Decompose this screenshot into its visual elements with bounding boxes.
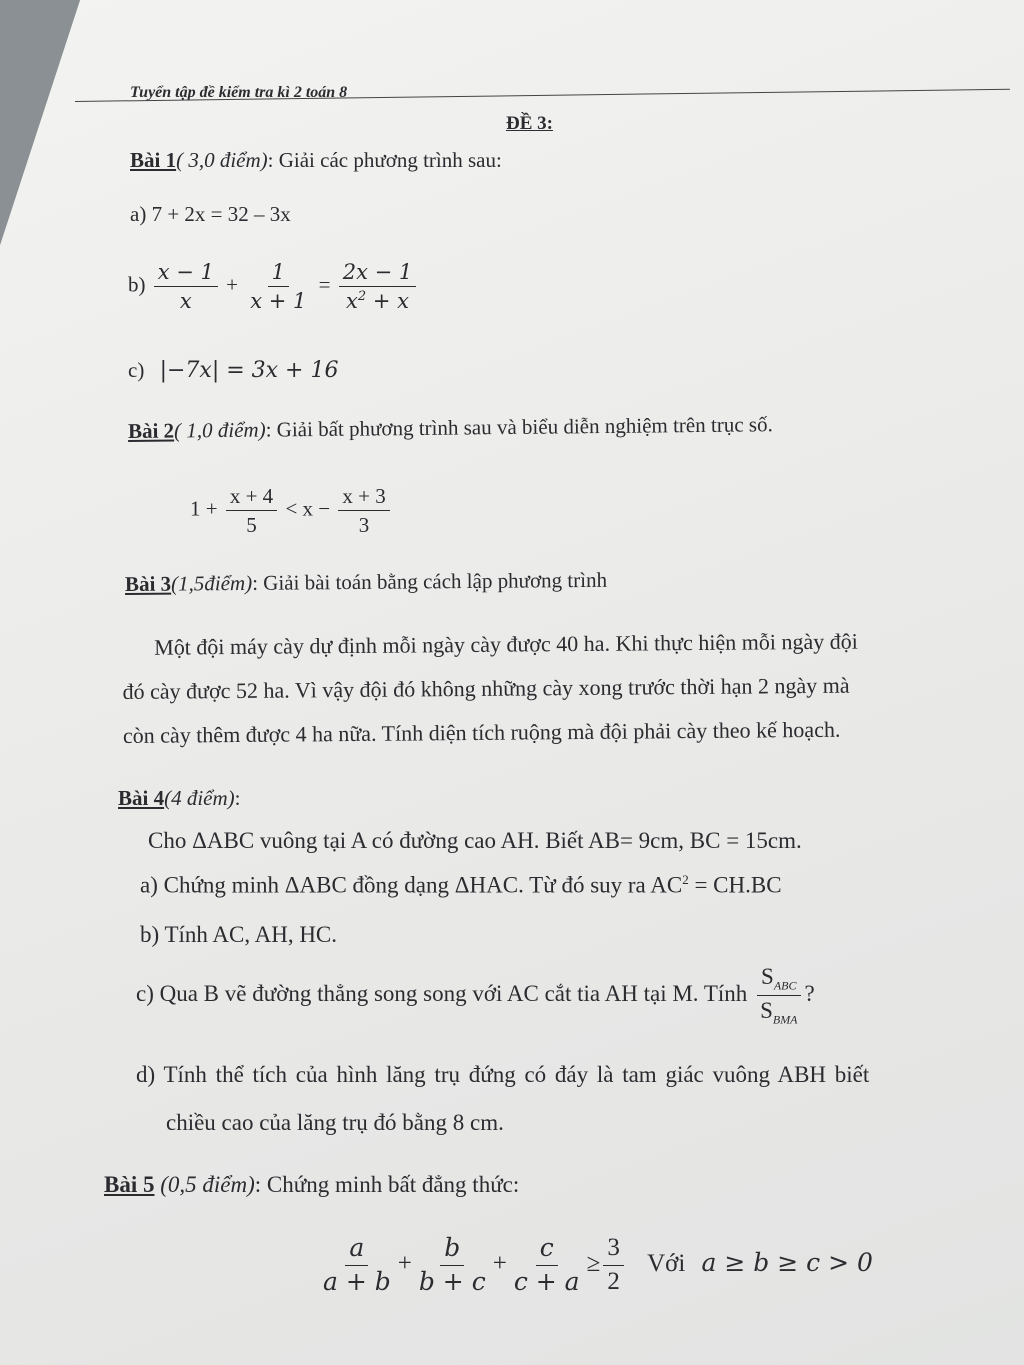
bai4-d-line-1: d) Tính thể tích của hình lăng trụ đứng có đáy là tam giác vuông ABH biết <box>136 1062 870 1087</box>
bai1-a-label: a) <box>130 202 147 226</box>
bai5-f3-num: c <box>536 1234 558 1266</box>
bai4-c-num-s: S <box>761 964 774 989</box>
bai3-label: Bài 3 <box>124 571 172 596</box>
bai1-label: Bài 1 <box>130 148 177 172</box>
bai4-c <box>136 964 815 1028</box>
bai2-points: ( 1,0 điểm) <box>173 417 266 443</box>
collection-title: Tuyển tập đề kiểm tra kì 2 toán 8 <box>130 84 348 101</box>
bai4-c-den-sub: BMA <box>772 1012 798 1027</box>
bai1-b-fraction-2 <box>246 260 310 313</box>
bai4-c-text: c) Qua B vẽ đường thẳng song song với AC cắt tia AH tại M. Tính <box>136 981 748 1007</box>
bai4-intro: Cho ΔABC vuông tại A có đường cao AH. Biết AB= 9cm, BC = 15cm. <box>148 828 802 853</box>
bai1-b-f3-den <box>342 287 413 313</box>
bai1-b-fraction-1 <box>154 260 218 313</box>
bai1-a-equation: 7 + 2x = 32 – 3x <box>151 202 291 226</box>
bai4-c-den <box>756 996 801 1027</box>
bai1-c-equation: |−7x| = 3x + 16 <box>159 358 339 383</box>
bai5-f1-num: a <box>345 1234 368 1266</box>
bai1-b-f3-num: 2x − 1 <box>339 260 417 287</box>
bai2-f1-num: x + 4 <box>226 484 277 511</box>
bai4-c-question: ? <box>804 981 815 1007</box>
bai5-fraction-2 <box>415 1234 490 1297</box>
bai4-a-rest: = CH.BC <box>688 872 782 898</box>
bai5-geq: ≥ <box>586 1249 601 1277</box>
bai2-fraction-1 <box>226 484 277 537</box>
bai1-b-label: b) <box>128 272 146 297</box>
exam-title: ĐỀ 3: <box>506 113 553 134</box>
bai4-a-exp: 2 <box>682 872 689 887</box>
bai5-f2-num: b <box>440 1234 464 1266</box>
bai1-b-fraction-3 <box>339 260 417 313</box>
bai4-c-fraction <box>756 964 801 1028</box>
bai3-line-2: đó cày được 52 ha. Vì vậy đội đó không những cày xong trước thời hạn 2 ngày mà <box>122 672 850 704</box>
bai1-b-f3-den-exp: 2 <box>357 289 367 305</box>
bai1-b-equals: = <box>318 272 331 297</box>
bai4-heading <box>118 786 241 811</box>
bai4-colon: : <box>234 786 241 810</box>
bai5-r-den: 2 <box>607 1267 620 1295</box>
bai2-middle: < x − <box>285 496 331 521</box>
bai1-b-f2-num: 1 <box>268 260 289 287</box>
bai5-label: Bài 5 <box>104 1172 155 1197</box>
bai3-instruction: : Giải bài toán bằng cách lập phương trình <box>252 567 608 595</box>
bai1-heading <box>130 148 502 173</box>
bai3-problem <box>122 618 993 758</box>
bai2-f1-den: 5 <box>246 513 257 538</box>
bai4-a-text: a) Chứng minh ΔABC đồng dạng ΔHAC. Từ đó suy ra AC <box>140 872 683 898</box>
bai4-a <box>140 872 782 899</box>
bai5-inequality <box>316 1234 873 1297</box>
bai4-points: (4 điểm) <box>164 786 235 810</box>
bai5-r-num: 3 <box>603 1234 624 1266</box>
bai4-c-num-sub: ABC <box>773 978 797 993</box>
bai3-heading <box>125 568 607 597</box>
bai5-fraction-rhs <box>603 1234 624 1297</box>
bai3-line-3: còn cày thêm được 4 ha nữa. Tính diện tích ruộng mà đội phải cày theo kế hoạch. <box>122 716 841 748</box>
bai1-b-f1-den: x <box>179 289 192 314</box>
bai3-points: (1,5điểm) <box>170 570 253 596</box>
bai2-label: Bài 2 <box>127 418 175 443</box>
bai1-b-f3-den-base: x <box>346 289 358 314</box>
bai1-b-plus: + <box>226 272 238 297</box>
bai4-label: Bài 4 <box>118 786 165 810</box>
bai2-lhs-prefix: 1 + <box>190 496 218 521</box>
bai1-b-f2-den: x + 1 <box>250 289 307 314</box>
bai5-f3-den: c + a <box>513 1266 580 1296</box>
bai2-inequality <box>190 484 393 537</box>
bai1-instruction: : Giải các phương trình sau: <box>267 148 502 172</box>
bai5-heading <box>104 1172 519 1198</box>
bai3-line-1: Một đội máy cày dự định mỗi ngày cày được 40 ha. Khi thực hiện mỗi ngày đội <box>154 628 858 660</box>
bai1-a <box>130 202 291 227</box>
bai1-points: ( 3,0 điểm) <box>176 148 268 172</box>
bai2-f2-num: x + 3 <box>338 484 389 511</box>
bai1-c-label: c) <box>128 358 145 382</box>
bai5-instruction: : Chứng minh bất đẳng thức: <box>254 1172 520 1197</box>
bai5-condition: a ≥ b ≥ c > 0 <box>701 1247 873 1277</box>
folded-corner <box>0 0 80 245</box>
bai4-c-num <box>757 964 800 996</box>
bai5-fraction-1 <box>319 1234 395 1297</box>
bai5-plus-2: + <box>492 1249 507 1277</box>
bai4-c-den-s: S <box>760 998 773 1024</box>
bai1-c <box>128 358 338 383</box>
bai1-b <box>128 260 419 313</box>
bai1-b-f3-den-rest: + x <box>366 289 409 314</box>
bai5-f1-den: a + b <box>323 1266 391 1296</box>
bai5-plus-1: + <box>397 1249 412 1277</box>
bai1-b-f1-num: x − 1 <box>154 260 218 287</box>
bai2-instruction: : Giải bất phương trình sau và biểu diễn nghiệm trên trục số. <box>265 412 773 442</box>
bai5-voi: Với <box>647 1249 686 1277</box>
bai5-points: (0,5 điểm) <box>154 1172 255 1197</box>
bai4-b: b) Tính AC, AH, HC. <box>140 922 338 947</box>
bai2-f2-den: 3 <box>358 513 370 538</box>
bai4-d-line-2: chiều cao của lăng trụ đó bằng 8 cm. <box>166 1110 504 1135</box>
bai5-f2-den: b + c <box>418 1266 486 1296</box>
bai2-fraction-2 <box>338 484 389 537</box>
bai5-fraction-3 <box>510 1234 584 1297</box>
